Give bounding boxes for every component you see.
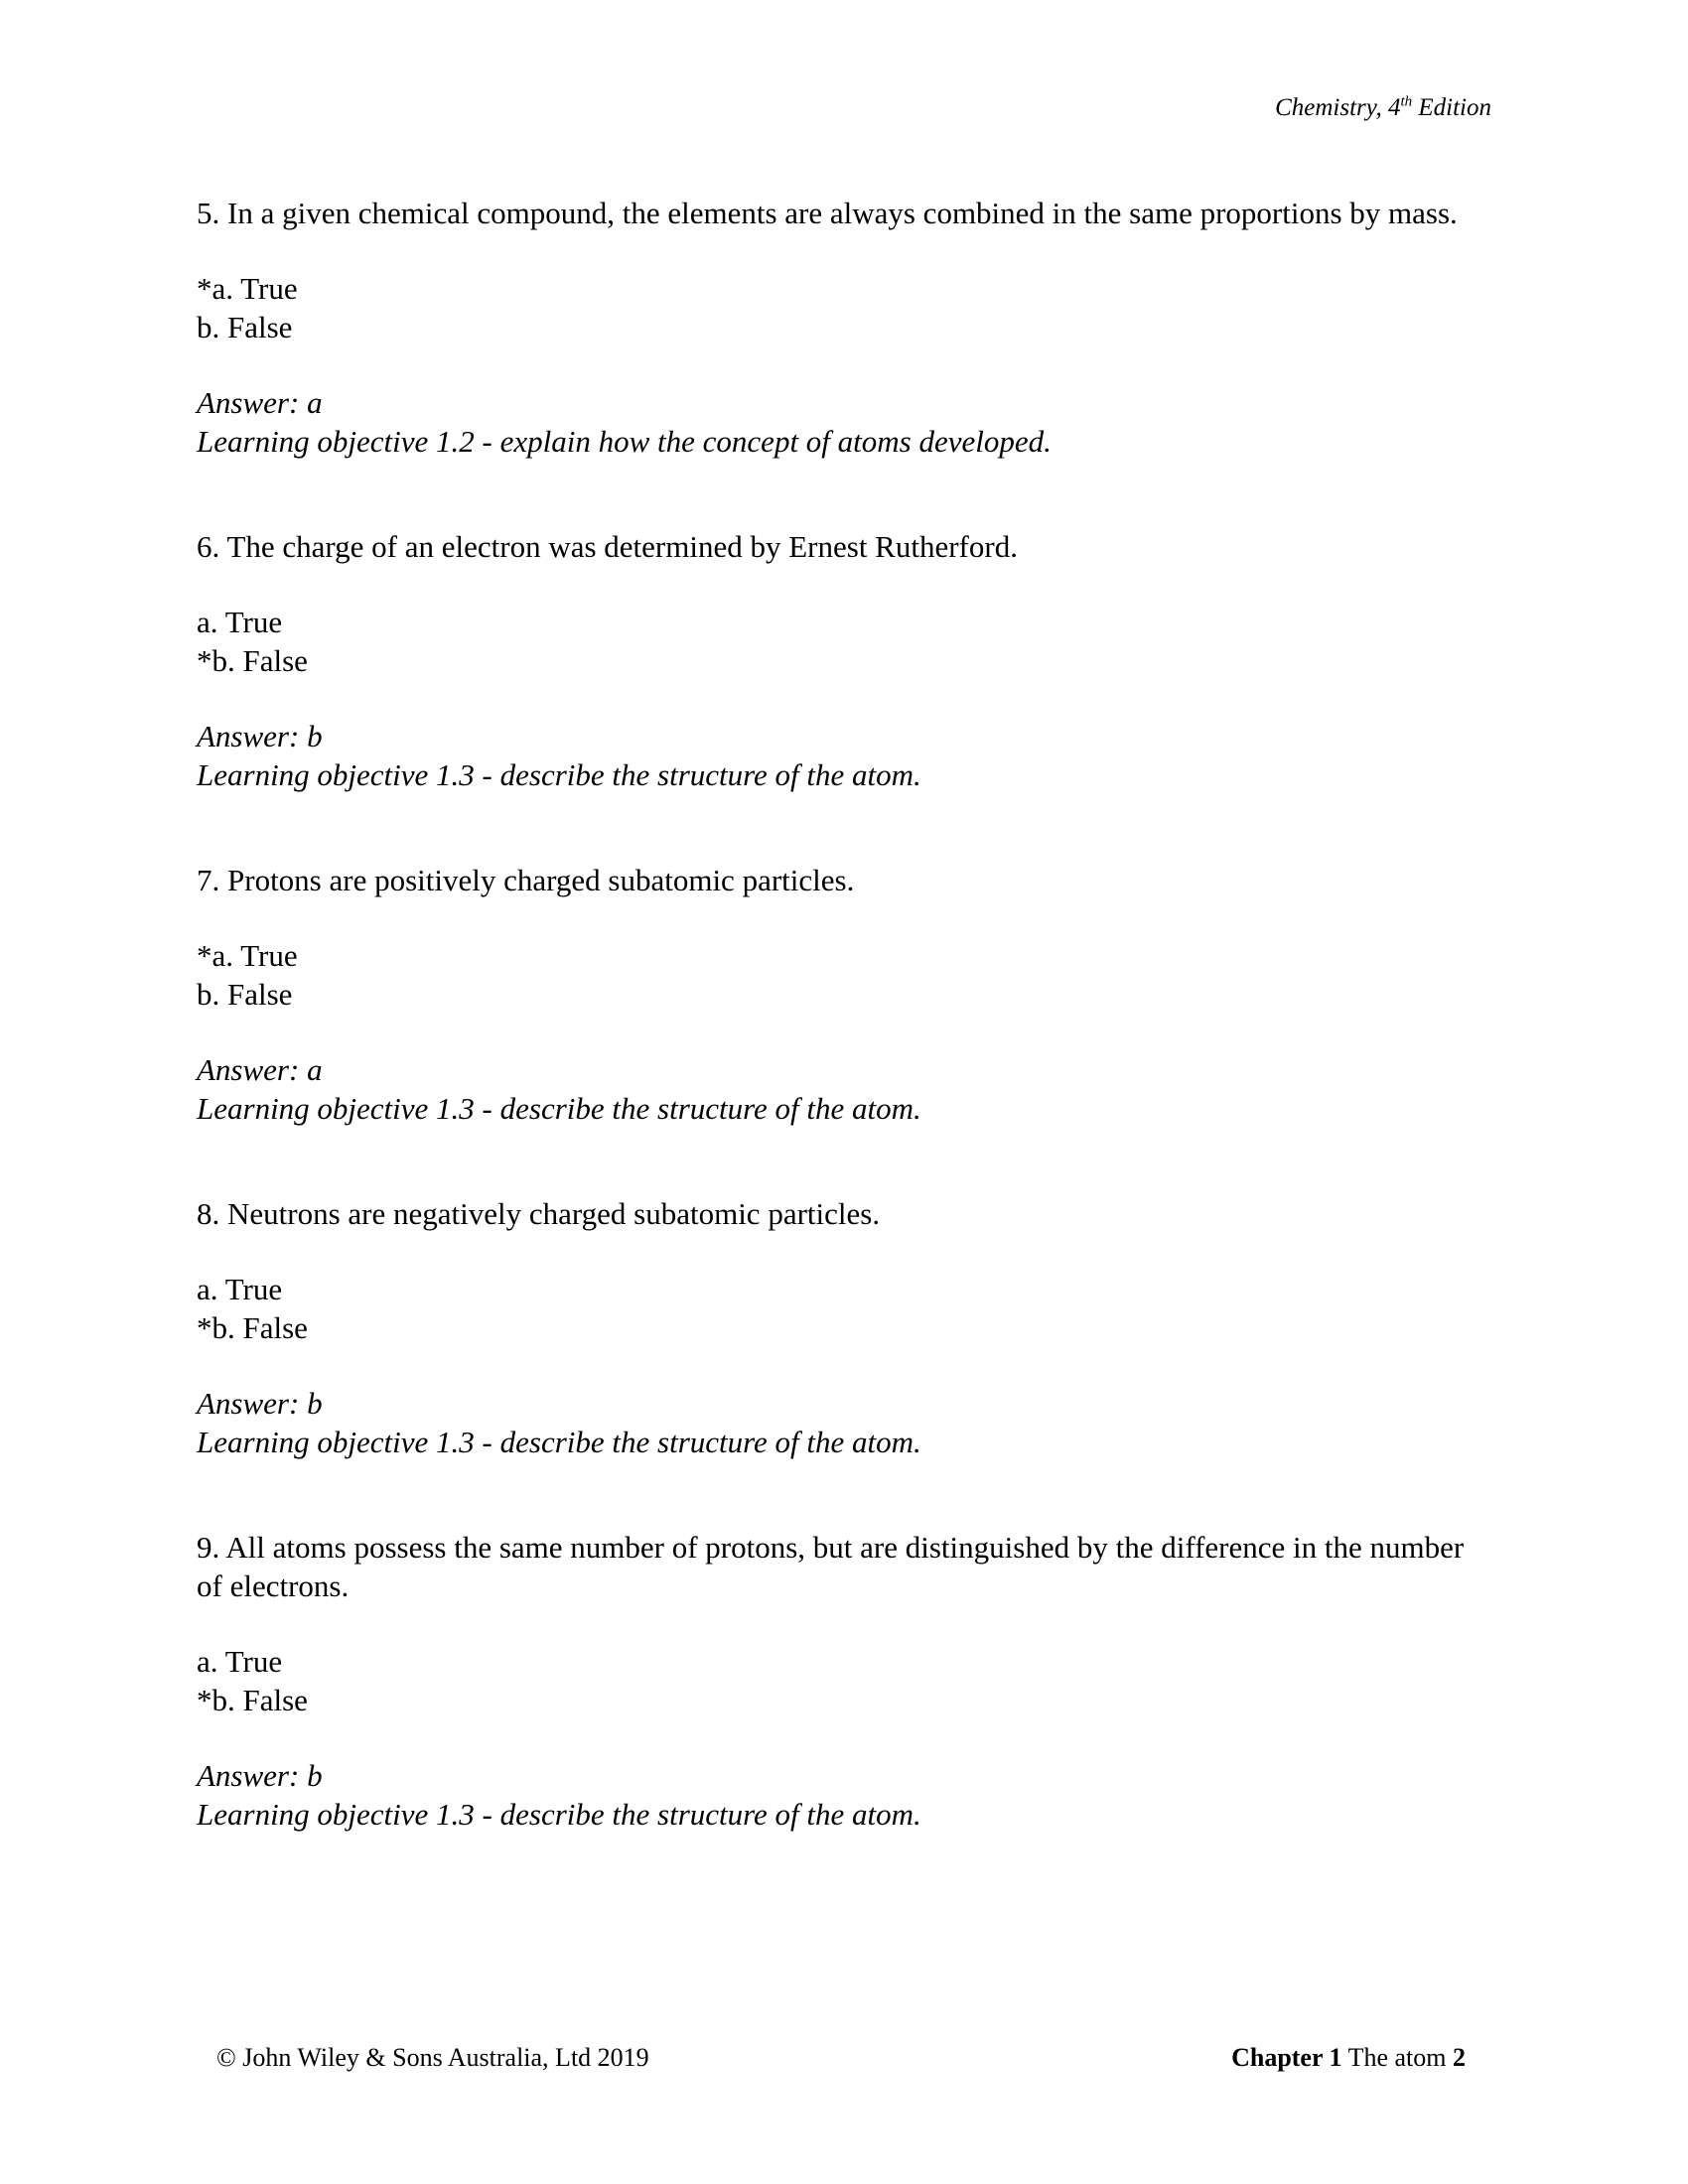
book-title: Chemistry, 4 [1275, 94, 1401, 121]
option-a: a. True [197, 1644, 283, 1679]
chapter-info [1231, 2043, 1466, 2073]
chapter-label: Chapter 1 [1231, 2043, 1342, 2072]
option-a: *a. True [197, 938, 298, 973]
option-b: *b. False [197, 643, 308, 678]
question-list [197, 194, 1487, 1900]
page-header [1275, 94, 1491, 122]
copyright-notice: © John Wiley & Sons Australia, Ltd 2019 [216, 2043, 649, 2072]
answer-text: Answer: a [197, 1052, 323, 1087]
learning-objective: Learning objective 1.3 - describe the structure of the atom. [197, 1425, 921, 1459]
question-text: 8. Neutrons are negatively charged subatomic particles. [197, 1196, 881, 1231]
page-footer [216, 2043, 1466, 2073]
question-text: 9. All atoms possess the same number of protons, but are distinguished by the difference in the number of electrons. [197, 1530, 1465, 1603]
options-list [197, 1270, 1487, 1347]
edition-superscript: th [1400, 93, 1413, 110]
edition-label: Edition [1412, 94, 1491, 121]
question-text: 7. Protons are positively charged subatomic particles. [197, 863, 855, 897]
question-block [197, 1194, 1487, 1461]
chapter-title: The atom [1341, 2043, 1453, 2072]
option-b: *b. False [197, 1310, 308, 1345]
answer-text: Answer: b [197, 1758, 323, 1793]
answer-text: Answer: a [197, 385, 323, 420]
options-list [197, 1642, 1487, 1719]
question-block [197, 1528, 1487, 1834]
answer-text: Answer: b [197, 719, 323, 753]
question-text: 5. In a given chemical compound, the elements are always combined in the same proportions by mass. [197, 196, 1458, 230]
page-number: 2 [1453, 2043, 1466, 2072]
option-b: b. False [197, 977, 293, 1012]
question-block [197, 861, 1487, 1128]
option-a: *a. True [197, 271, 298, 306]
question-text: 6. The charge of an electron was determined by Ernest Rutherford. [197, 529, 1018, 564]
option-a: a. True [197, 1272, 283, 1306]
options-list [197, 936, 1487, 1014]
question-block [197, 194, 1487, 461]
learning-objective: Learning objective 1.2 - explain how the concept of atoms developed. [197, 424, 1052, 459]
learning-objective: Learning objective 1.3 - describe the structure of the atom. [197, 1797, 921, 1832]
learning-objective: Learning objective 1.3 - describe the structure of the atom. [197, 1091, 921, 1126]
options-list [197, 269, 1487, 346]
option-b: b. False [197, 310, 293, 344]
option-b: *b. False [197, 1683, 308, 1717]
options-list [197, 603, 1487, 680]
answer-text: Answer: b [197, 1386, 323, 1421]
option-a: a. True [197, 605, 283, 639]
learning-objective: Learning objective 1.3 - describe the structure of the atom. [197, 757, 921, 792]
question-block [197, 527, 1487, 794]
